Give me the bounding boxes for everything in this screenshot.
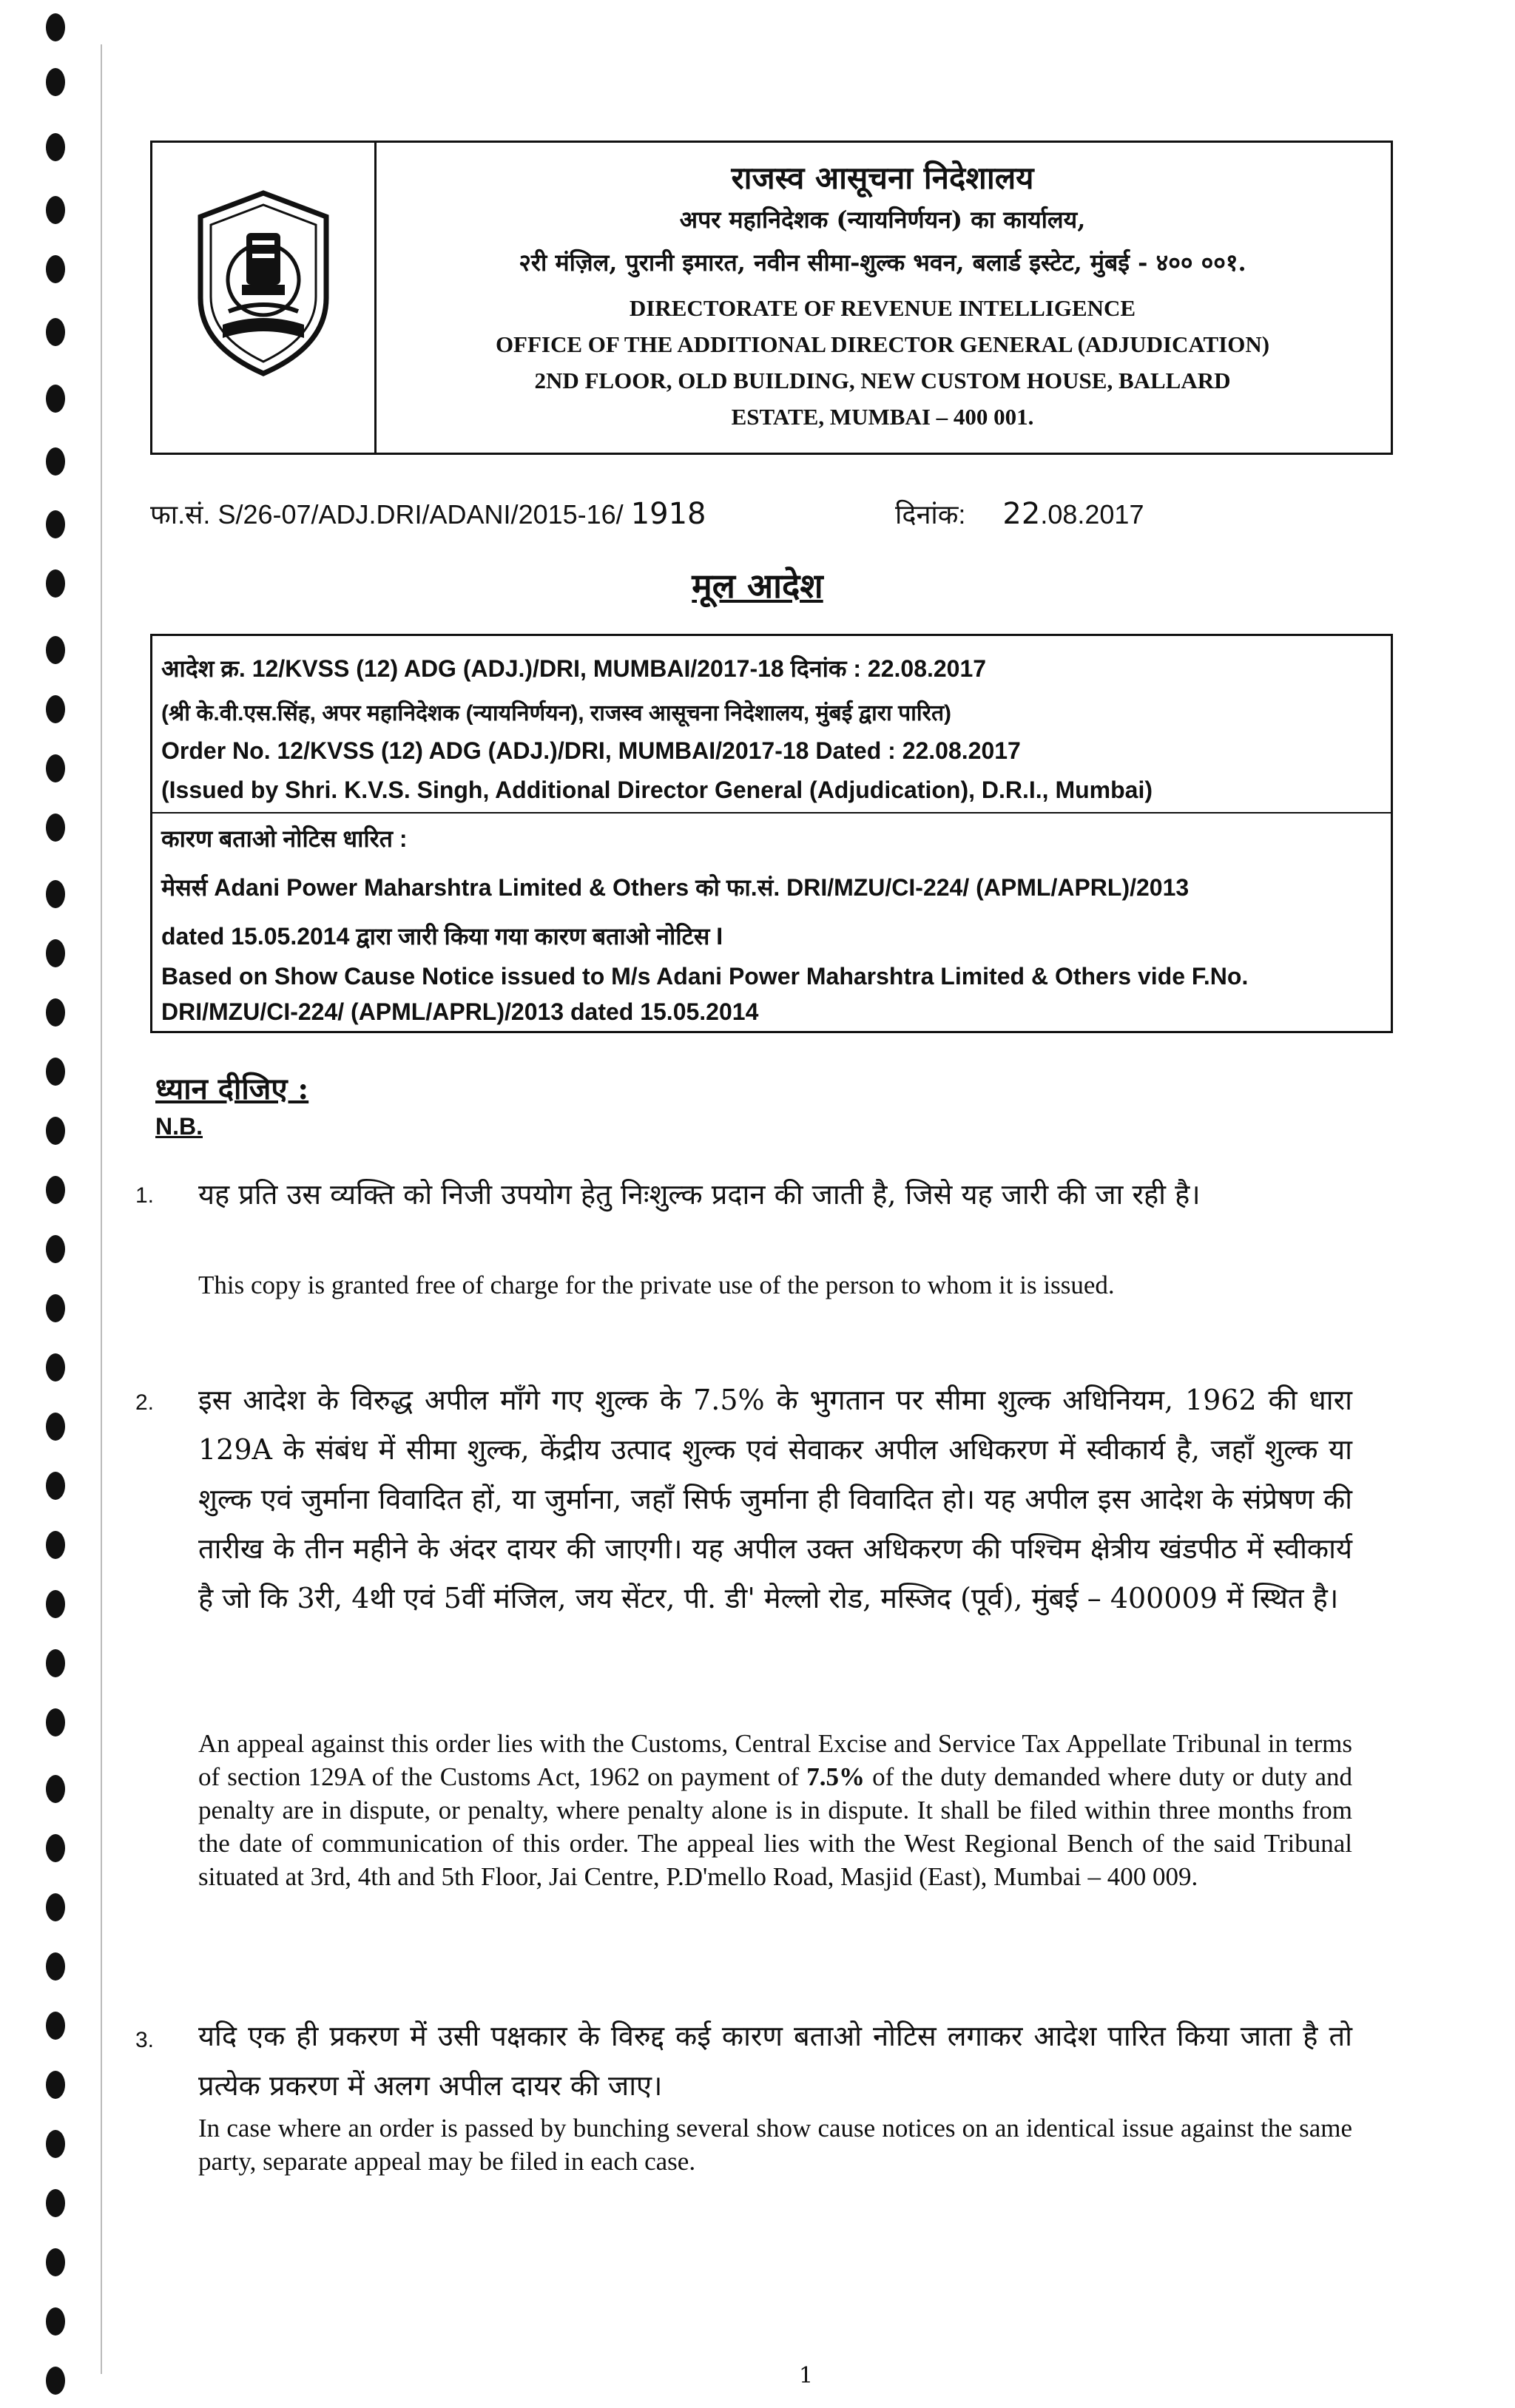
letterhead <box>150 141 1393 455</box>
punch-hole <box>46 1117 65 1145</box>
punch-hole <box>46 68 65 96</box>
order-issued-by-hindi: (श्री के.वी.एस.सिंह, अपर महानिदेशक (न्यायनिर्णयन), राजस्व आसूचना निदेशालय, मुंबई द्वारा पारित) <box>161 701 952 726</box>
file-number-line <box>150 496 706 532</box>
scn-reference-hindi-1: मेसर्स Adani Power Maharshtra Limited & Others को फा.सं. DRI/MZU/CI-224/ (APML/APRL)/2013 <box>161 874 1190 901</box>
punch-hole <box>46 1952 65 1981</box>
punch-hole <box>46 939 65 967</box>
letterhead-english-title: DIRECTORATE OF REVENUE INTELLIGENCE <box>629 295 1136 321</box>
order-line-english: Order No. 12/KVSS (12) ADG (ADJ.)/DRI, MUMBAI/2017-18 Dated : 22.08.2017 <box>161 737 1021 764</box>
punch-hole <box>46 1235 65 1263</box>
date-handwritten: 22 <box>1002 497 1041 531</box>
date-label: दिनांक: <box>895 499 966 530</box>
punch-hole <box>46 255 65 283</box>
punch-hole <box>46 880 65 908</box>
document-title: मूल आदेश <box>692 566 823 606</box>
punch-holes <box>0 0 104 2408</box>
scn-reference-hindi-2: dated 15.05.2014 द्वारा जारी किया गया कारण बताओ नोटिस I <box>161 923 723 950</box>
punch-hole <box>46 1531 65 1559</box>
punch-hole <box>46 1353 65 1381</box>
letterhead-english-office: OFFICE OF THE ADDITIONAL DIRECTOR GENERAL (ADJUDICATION) <box>495 331 1270 357</box>
order-line-hindi: आदेश क्र. 12/KVSS (12) ADG (ADJ.)/DRI, MUMBAI/2017-18 दिनांक : 22.08.2017 <box>161 655 987 682</box>
punch-hole <box>46 447 65 476</box>
punch-hole <box>46 133 65 161</box>
item-3-hindi: यदि एक ही प्रकरण में उसी पक्षकार के विरुद्द कई कारण बताओ नोटिस लगाकर आदेश पारित किया जाता है तो प्रत्येक प्रकरण में अलग अपील दायर की जाए। <box>198 2020 1352 2102</box>
punch-hole <box>46 1893 65 1921</box>
scn-reference-english-1: Based on Show Cause Notice issued to M/s Adani Power Maharshtra Limited & Others vide F.No. <box>161 963 1249 990</box>
punch-hole <box>46 636 65 664</box>
punch-hole <box>46 1294 65 1322</box>
item-2-hindi: इस आदेश के विरुद्ध अपील माँगे गए शुल्क के 7.5% के भुगतान पर सीमा शुल्क अधिनियम, 1962 की धारा 129A के संबंध में सीमा शुल्क, केंद्रीय उत्पाद शुल्क एवं सेवाकर अपील अधिकरण में स्वीकार्य है, जहाँ शुल्क या शुल्क एवं जुर्माना विवादित हों, या जुर्माना, जहाँ सिर्फ जुर्माना ही विवादित हो। यह अपील इस आदेश के संप्रेषण की तारीख के तीन महीने के अंदर दायर की जाएगी। यह अपील उक्त अधिकरण की पश्चिम क्षेत्रीय खंडपीठ में स्वीकार्य है जो कि 3री, 4थी एवं 5वीं मंजिल, जय सेंटर, पी. डी' मेल्लो रोड, मस्जिद (पूर्व), मुंबई – 400009 में स्थित है। <box>198 1384 1352 1614</box>
punch-hole <box>46 998 65 1027</box>
scn-heading-hindi: कारण बताओ नोटिस धारित : <box>161 825 408 852</box>
item-1-hindi: यह प्रति उस व्यक्ति को निजी उपयोग हेतु निःशुल्क प्रदान की जाती है, जिसे यह जारी की जा रही है। <box>198 1178 1201 1211</box>
punch-hole <box>46 510 65 538</box>
punch-hole <box>46 1649 65 1677</box>
punch-hole <box>46 2130 65 2158</box>
item-2-english-part2: of the duty demanded where duty or duty and penalty are in dispute, or penalty, where penalty alone is in dispute. It shall be filed within three months from the date of communication of this order. The appeal lies with the West Regional Bench of the said Tribunal situated at 3rd, 4th and 5th Floor, Jai Centre, P.D'mello Road, Masjid (East), Mumbai – 400 009. <box>198 1762 1352 1891</box>
punch-hole <box>46 2248 65 2276</box>
order-issued-by-english: (Issued by Shri. K.V.S. Singh, Additional Director General (Adjudication), D.R.I., Mumbai) <box>161 777 1153 803</box>
punch-hole <box>46 695 65 723</box>
item-3-english: In case where an order is passed by bunching several show cause notices on an identical issue against the same party, separate appeal may be filed in each case. <box>198 2114 1352 2176</box>
punch-hole <box>46 1775 65 1803</box>
file-number-handwritten: 1918 <box>630 497 706 531</box>
punch-hole <box>46 2071 65 2099</box>
letterhead-hindi-office: अपर महानिदेशक (न्यायनिर्णयन) का कार्यालय, <box>679 206 1086 234</box>
emblem-cell <box>152 143 377 453</box>
document-title-wrap <box>0 562 1515 608</box>
letterhead-english-address-2: ESTATE, MUMBAI – 400 001. <box>731 404 1034 430</box>
dri-emblem-icon <box>193 187 334 379</box>
punch-hole <box>46 196 65 224</box>
item-number: 2. <box>135 1390 155 1415</box>
punch-hole <box>46 13 65 41</box>
punch-hole <box>46 2307 65 2336</box>
scn-reference-english-2: DRI/MZU/CI-224/ (APML/APRL)/2013 dated 15.05.2014 <box>161 998 759 1025</box>
date-rest: .08.2017 <box>1040 499 1144 530</box>
order-details-box <box>150 634 1393 1033</box>
punch-hole <box>46 2012 65 2040</box>
file-number-label: फा.सं. <box>150 499 211 530</box>
punch-hole <box>46 2189 65 2217</box>
letterhead-text <box>374 143 1391 453</box>
order-box-divider <box>152 812 1391 814</box>
item-1-english: This copy is granted free of charge for the private use of the person to whom it is issued. <box>198 1271 1115 1299</box>
punch-hole <box>46 1176 65 1204</box>
punch-hole <box>46 754 65 782</box>
punch-hole <box>46 814 65 842</box>
letterhead-hindi-title: राजस्व आसूचना निदेशालय <box>731 160 1034 196</box>
item-number: 1. <box>135 1183 155 1208</box>
punch-hole <box>46 1590 65 1618</box>
punch-hole <box>46 2367 65 2395</box>
punch-hole <box>46 385 65 413</box>
letterhead-english-address-1: 2ND FLOOR, OLD BUILDING, NEW CUSTOM HOUSE, BALLARD <box>534 368 1231 393</box>
note-heading-hindi: ध्यान दीजिए : <box>155 1072 309 1106</box>
punch-hole <box>46 1834 65 1862</box>
item-2-english-part1: An appeal against this order lies with the Customs, Central Excise and Service Tax Appellate Tribunal in terms of section 129A of the Customs Act, 1962 on payment of <box>198 1729 1352 1791</box>
page-number: 1 <box>799 2363 814 2389</box>
item-number: 3. <box>135 2028 155 2052</box>
punch-hole <box>46 1708 65 1736</box>
punch-hole <box>46 1058 65 1086</box>
letterhead-hindi-address: २री मंज़िल, पुरानी इमारत, नवीन सीमा-शुल्क भवन, बलार्ड इस्टेट, मुंबई - ४०० ००१. <box>519 248 1246 277</box>
file-number: S/26-07/ADJ.DRI/ADANI/2015-16/ <box>217 499 624 530</box>
item-2-english <box>198 1727 1352 1893</box>
punch-hole <box>46 318 65 346</box>
punch-hole <box>46 1472 65 1500</box>
margin-line <box>101 44 102 2374</box>
punch-hole <box>46 1413 65 1441</box>
note-heading-english: N.B. <box>155 1113 203 1140</box>
date-line <box>895 496 1144 532</box>
duty-percentage: 7.5% <box>806 1762 866 1791</box>
